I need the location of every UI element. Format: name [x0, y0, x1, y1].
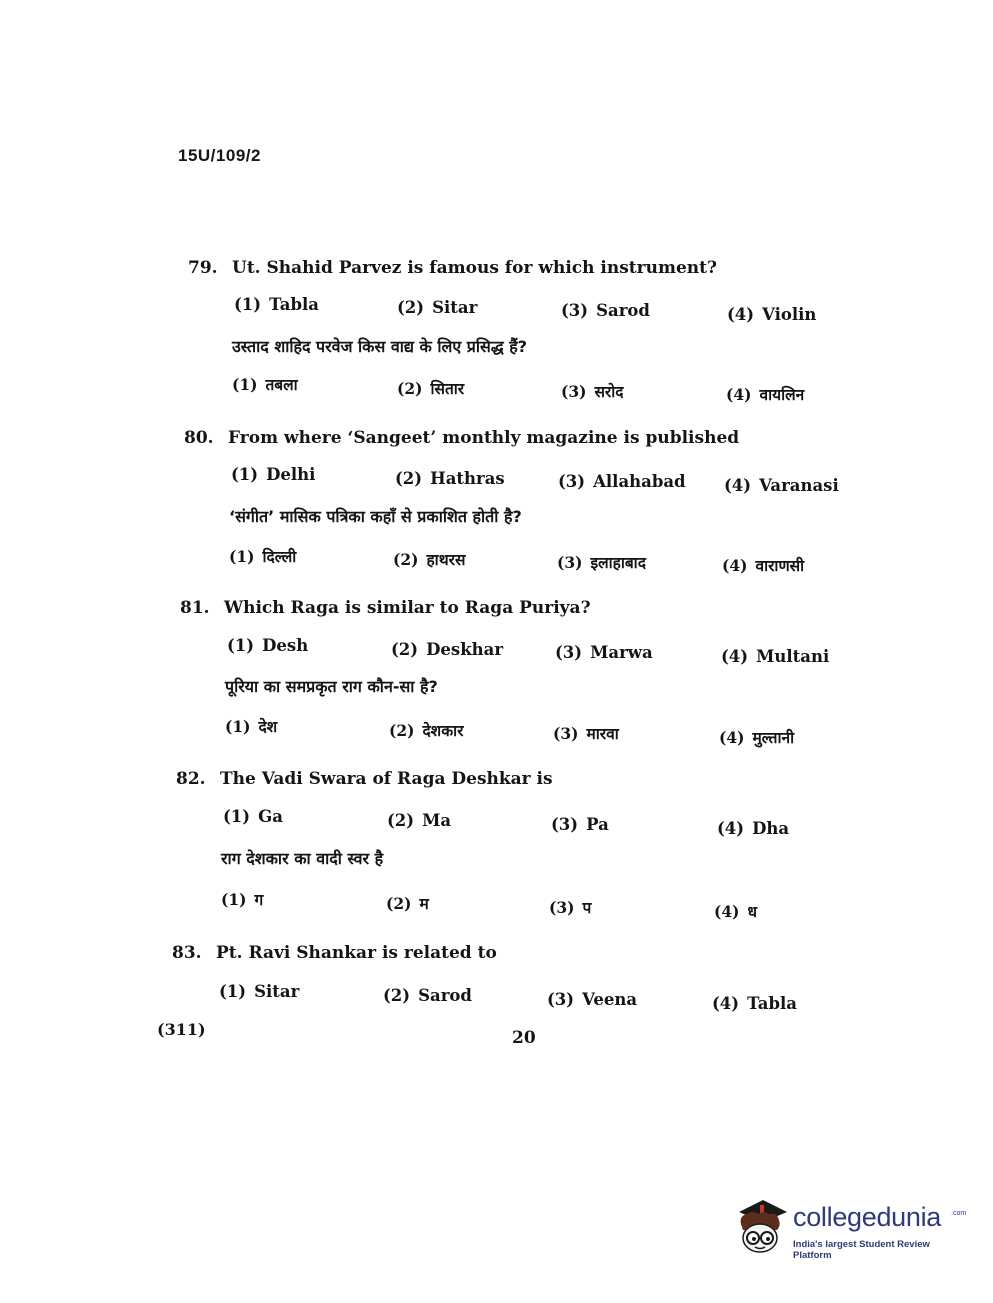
- option-3-en: (3) Pa: [551, 815, 609, 834]
- question-text-en: 80. From where ‘Sangeet’ monthly magazine is published: [184, 428, 740, 448]
- question-text-en: 83. Pt. Ravi Shankar is related to: [172, 943, 497, 963]
- question-text-hi: राग देशकार का वादी स्वर है: [221, 849, 384, 868]
- brand-tagline: India's largest Student Review Platform: [793, 1239, 930, 1261]
- option-1-en: (1) Sitar: [219, 982, 300, 1001]
- brand-suffix: .com: [951, 1210, 967, 1217]
- option-3-hi: (3) मारवा: [553, 724, 619, 743]
- option-4-en: (4) Tabla: [712, 994, 797, 1013]
- option-3-en: (3) Marwa: [555, 643, 653, 662]
- option-4-en: (4) Dha: [717, 819, 790, 838]
- option-1-hi: (1) तबला: [232, 375, 298, 394]
- question-number: 79.: [188, 258, 218, 278]
- option-1-hi: (1) दिल्ली: [229, 547, 297, 566]
- mascot-icon: [733, 1196, 791, 1258]
- question-text-en: 82. The Vadi Swara of Raga Deshkar is: [176, 769, 553, 789]
- option-4-hi: (4) वायलिन: [726, 385, 805, 404]
- option-2-en: (2) Hathras: [395, 469, 505, 488]
- option-3-hi: (3) सरोद: [561, 382, 624, 401]
- option-2-en: (2) Ma: [387, 811, 452, 830]
- option-4-en: (4) Multani: [721, 647, 830, 666]
- question-text-hi: पूरिया का समप्रकृत राग कौन-सा है?: [225, 677, 438, 696]
- option-3-en: (3) Allahabad: [558, 472, 686, 491]
- option-2-hi: (2) म: [386, 894, 429, 913]
- option-3-hi: (3) इलाहाबाद: [557, 553, 646, 572]
- option-3-en: (3) Veena: [547, 990, 638, 1009]
- option-2-en: (2) Sitar: [397, 298, 478, 317]
- brand-name: collegedunia: [793, 1202, 942, 1232]
- option-1-en: (1) Ga: [223, 807, 283, 826]
- option-4-hi: (4) वाराणसी: [722, 556, 805, 575]
- option-4-en: (4) Varanasi: [724, 476, 839, 495]
- option-2-hi: (2) सितार: [397, 379, 465, 398]
- option-4-en: (4) Violin: [727, 305, 817, 324]
- question-number: 83.: [172, 943, 202, 963]
- option-2-en: (2) Sarod: [383, 986, 472, 1005]
- question-number: 80.: [184, 428, 214, 448]
- question-number: 81.: [180, 598, 210, 618]
- paper-code: 15U/109/2: [178, 146, 261, 165]
- option-4-hi: (4) मुल्तानी: [719, 728, 795, 747]
- question-text-hi: ‘संगीत’ मासिक पत्रिका कहाँ से प्रकाशित होती है?: [229, 507, 522, 526]
- option-1-hi: (1) देश: [225, 717, 278, 736]
- option-2-hi: (2) हाथरस: [393, 550, 466, 569]
- question-number: 82.: [176, 769, 206, 789]
- option-2-hi: (2) देशकार: [389, 721, 464, 740]
- collegedunia-watermark: [733, 1196, 967, 1261]
- option-1-hi: (1) ग: [221, 890, 264, 909]
- page-number: 20: [512, 1028, 536, 1048]
- option-3-en: (3) Sarod: [561, 301, 650, 320]
- question-text-en: 79. Ut. Shahid Parvez is famous for which instrument?: [188, 258, 717, 278]
- question-text-en: 81. Which Raga is similar to Raga Puriya?: [180, 598, 591, 618]
- option-3-hi: (3) प: [549, 898, 592, 917]
- option-1-en: (1) Delhi: [231, 465, 316, 484]
- footer-code: (311): [157, 1020, 206, 1039]
- option-2-en: (2) Deskhar: [391, 640, 504, 659]
- option-4-hi: (4) ध: [714, 902, 757, 921]
- question-text-hi: उस्ताद शाहिद परवेज किस वाद्य के लिए प्रसिद्ध हैं?: [232, 337, 527, 356]
- option-1-en: (1) Tabla: [234, 295, 319, 314]
- option-1-en: (1) Desh: [227, 636, 309, 655]
